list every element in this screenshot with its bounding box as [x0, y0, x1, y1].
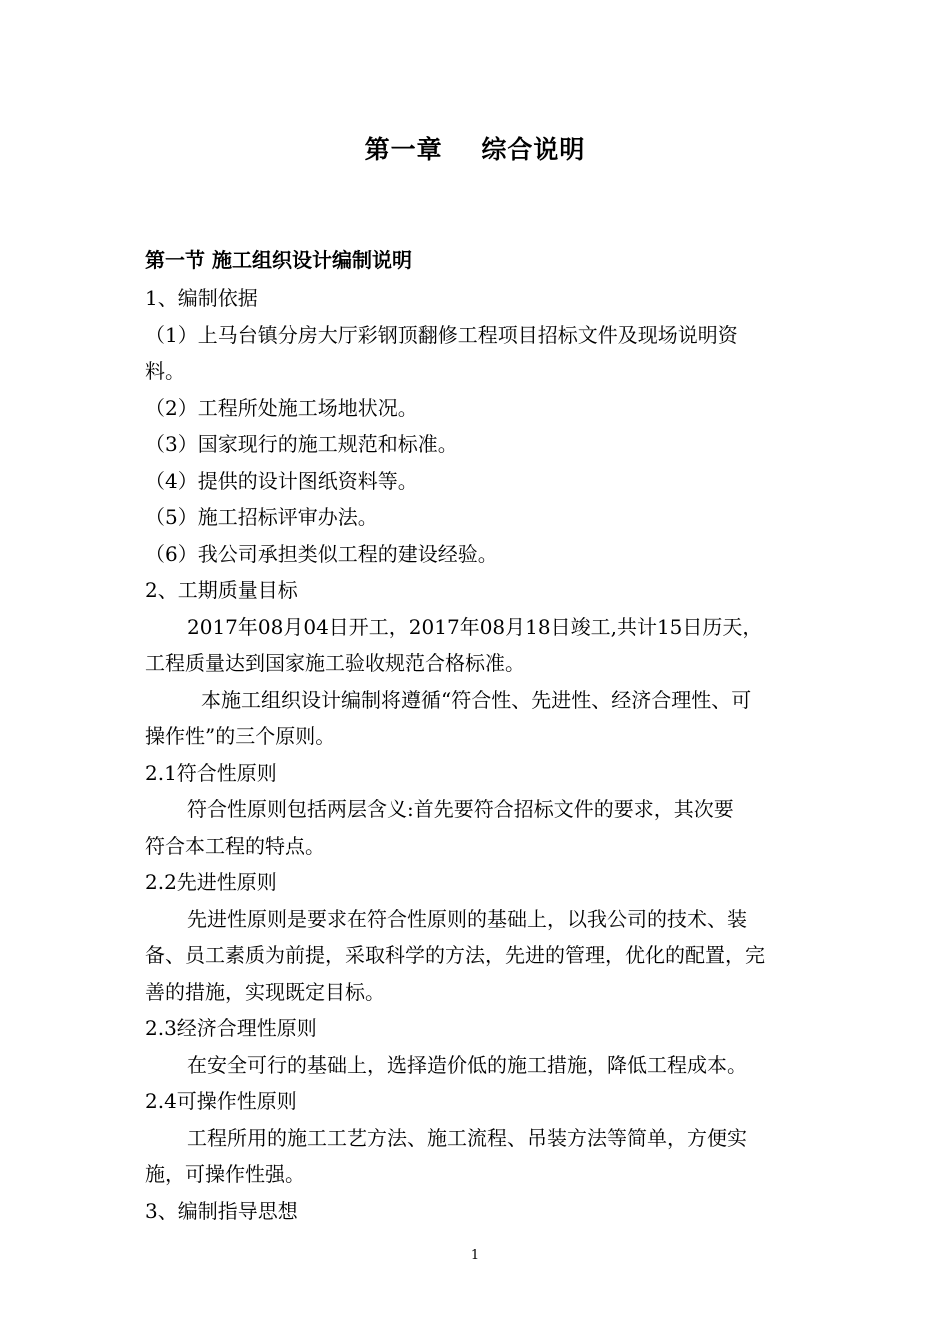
list-item-basis-6: （6）我公司承担类似工程的建设经验。 [145, 541, 498, 566]
heading-operability: 2.4可操作性原则 [145, 1089, 297, 1113]
paragraph-principles: 本施工组织设计编制将遵循“符合性、先进性、经济合理性、可 [201, 687, 752, 712]
chapter-title: 第一章 综合说明 [364, 135, 586, 164]
list-item-basis-4: （4）提供的设计图纸资料等。 [145, 468, 418, 493]
paragraph-advanced-cont-1: 备、员工素质为前提，采取科学的方法，先进的管理，优化的配置，完 [145, 943, 765, 967]
list-item-basis-1: （1）上马台镇分房大厅彩钢顶翻修工程项目招标文件及现场说明资 [145, 322, 738, 347]
paragraph-operability-cont: 施，可操作性强。 [145, 1162, 305, 1186]
list-item-basis-5: （5）施工招标评审办法。 [145, 505, 378, 529]
paragraph-operability: 工程所用的施工工艺方法、施工流程、吊装方法等简单，方便实 [187, 1125, 747, 1150]
section-title: 第一节 施工组织设计编制说明 [145, 248, 412, 272]
heading-economic: 2.3经济合理性原则 [145, 1016, 317, 1040]
paragraph-advanced: 先进性原则是要求在符合性原则的基础上，以我公司的技术、装 [187, 906, 747, 931]
paragraph-advanced-cont-2: 善的措施，实现既定目标。 [145, 979, 385, 1004]
heading-schedule-quality: 2、工期质量目标 [145, 578, 298, 602]
list-item-basis-1-cont: 料。 [145, 359, 185, 383]
paragraph-compliance: 符合性原则包括两层含义:首先要符合招标文件的要求，其次要 [187, 797, 734, 821]
paragraph-schedule: 2017年08月04日开工，2017年08月18日竣工,共计15日历天， [187, 614, 763, 639]
page-number: 1 [470, 1248, 480, 1263]
document-body [145, 280, 813, 1229]
heading-guiding-thought: 3、编制指导思想 [145, 1198, 298, 1223]
paragraph-economic: 在安全可行的基础上，选择造价低的施工措施，降低工程成本。 [187, 1052, 747, 1077]
paragraph-compliance-cont: 符合本工程的特点。 [145, 833, 325, 858]
heading-compile-basis: 1、编制依据 [145, 286, 258, 310]
list-item-basis-3: （3）国家现行的施工规范和标准。 [145, 432, 458, 456]
paragraph-principles-cont: 操作性”的三个原则。 [145, 724, 336, 748]
list-item-basis-2: （2）工程所处施工场地状况。 [145, 395, 418, 420]
heading-compliance: 2.1符合性原则 [145, 760, 277, 785]
heading-advanced: 2.2先进性原则 [145, 870, 277, 894]
paragraph-schedule-cont: 工程质量达到国家施工验收规范合格标准。 [145, 651, 525, 675]
